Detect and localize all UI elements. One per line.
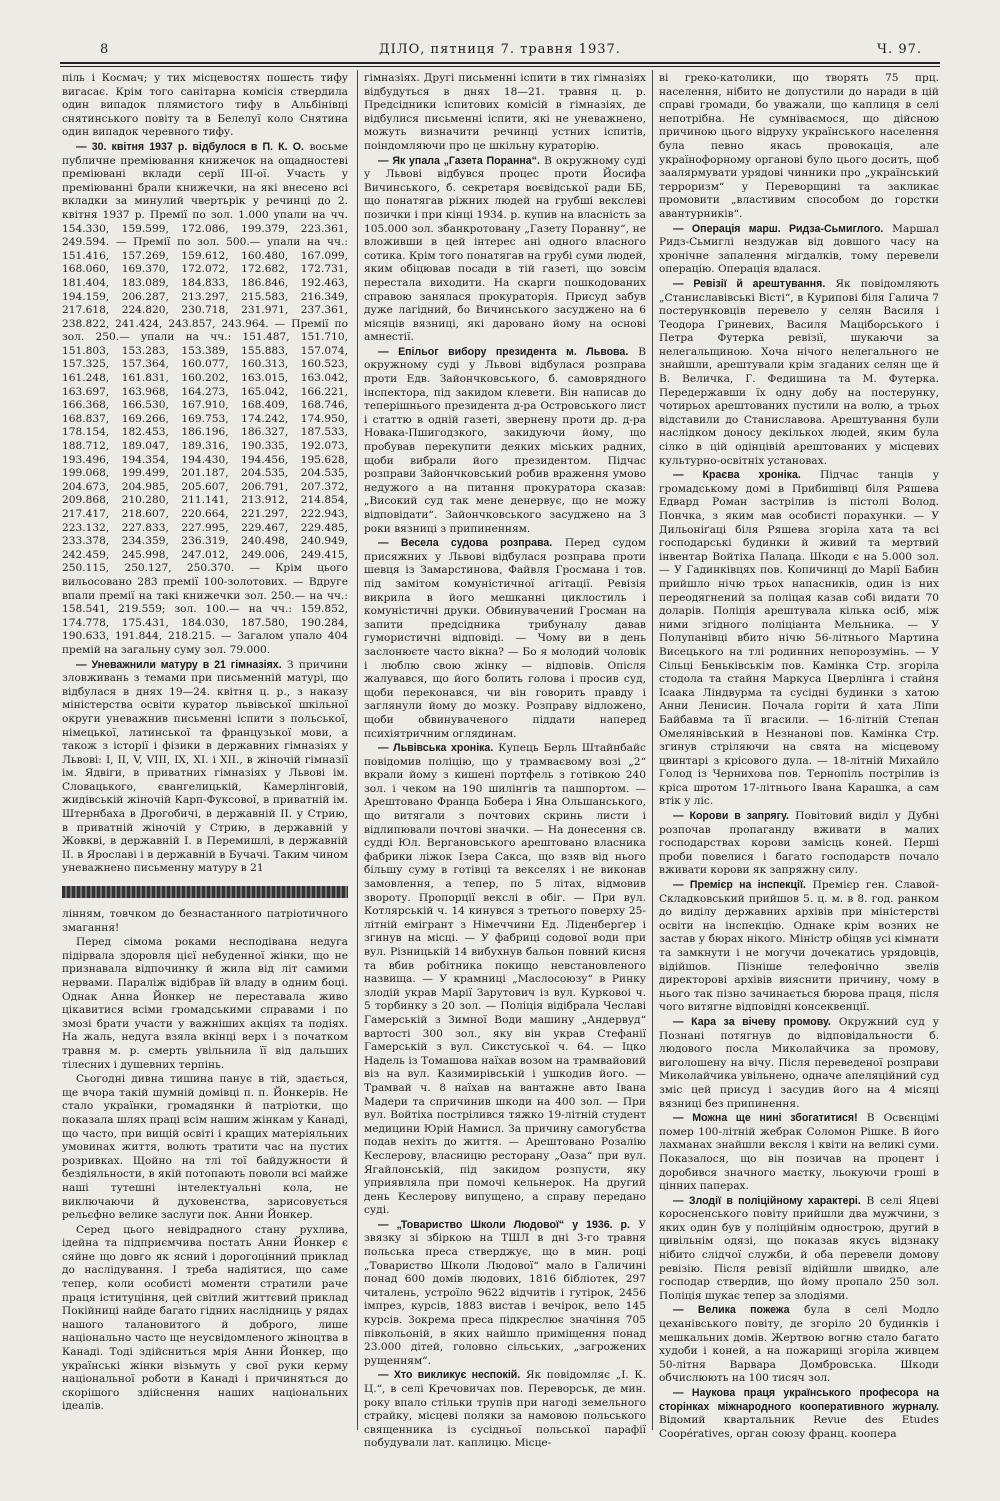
article-heading: — Уневажнили матуру в 21 гімназіях. <box>76 658 282 671</box>
article <box>364 537 646 741</box>
article <box>659 810 939 878</box>
article-heading: — Весела судова розправа. <box>378 537 553 550</box>
article-heading: — Краєва хроніка. <box>673 469 801 482</box>
article <box>62 141 348 658</box>
article-body: Маршал Ридз-Сьмиглі нездужав від довшого часу на хронічне запалення мігдалків, тому перевели операцію. Операція вдалася. <box>659 222 939 276</box>
article-heading: — Злодії в поліційному характері. <box>673 1194 861 1207</box>
article-body: Премієр ген. Славой-Складковський прийшов 5. ц. м. в 8. год. ранком до виділу державних архівів при міністерстві освіти на інспекцію. Однаке крім возних не застав у бюрах нікого. Міністр обіцяв усі кімнати та замкнути і не могучи дочекатись урядовців, відійшов. Пізніше телефонічно звелів директорові архівів вияснити причину, чому в нього так пізно зачинається бюрова праця, після чого витягне відповідні консеквенції. <box>659 879 940 1014</box>
article-body: В окружному суді у Львові відбувся процес проти Йосифа Вичинського, б. секретаря воєвідської ради ББ, що понатягав ріжних людей на грубші векслеві позички і при кінці 1934. р. купив на власність за 105.000 зол. збанкротовану „Газету Поранну“, не вложивши в цей інтерес ані одного власного сотика. Крім того понатягав на грубі суми людей, яким обіцював посади в тій газеті, що зовсім перестала виходити. На скарги пошкодованих справою занялася прокураторія. Присуд забув дуже лагідний, бо Вичинського засуджено на 6 місяців вязниці, які даровано йому на основі амнестії. <box>364 154 646 344</box>
page-number: 8 <box>100 42 110 57</box>
article <box>659 879 939 1015</box>
article <box>364 155 646 345</box>
article-heading: — Епільог вибору президента м. Львова. <box>378 345 629 358</box>
article-body: Як повідомляє „І. К. Ц.“, в селі Кречовичах пов. Переворськ, де мин. року впало стільки трупів при нагоді земельного страйку, місцеві поляки за намовою польського священника із сусідньої польської парафії побудували лат. каплицю. Місце- <box>364 1369 646 1450</box>
article <box>659 1387 939 1441</box>
article-heading: — Премієр на інспекції. <box>673 879 806 892</box>
article-body: Відомий квартальник Revue des Etudes Coopératives, орган союзу франц. коопера <box>659 1414 939 1440</box>
article-body: В окружному суді у Львові відбулася розправа проти Едв. Зайончковського, б. самоврядного інспектора, під закидом клевети. Він написав до теперішнього президента д-ра Островського лист і статтю в одній газеті, звернену проти др. д-ра Новака-Пшигодзкого, закидуючи йому, що пробував перекупити деяких міських радних, щоби вибрали його президентом. Підчас розправи Зайончковський робив враження умово недужого а на питання прокуратора сказав: „Високий суд так мене денервує, що не можу відповідати“. Зайончковського засуджено на 3 роки вязниці з припиненням. <box>364 345 646 535</box>
article <box>364 1369 646 1451</box>
article-body: Як повідомляють „Станиславівські Вісті“, в Курипові біля Галича 7 постерунковців перевело у селян Василя і Теодора Гриневих, Василя Мацібορського і Петра Футерка ревізії, шукаючи за нелегальщиною. Хоча нічого нелегального не знайшли, арештували крім згаданих селян ще й В. Величка, Г. Федишина та М. Футерка. Передержавши їх одну добу на постерунку, чотирьох арештованих пустили на волю, а трьох відставили до Станиславова. Арештування були наслідком доносу декількох людей, яким була сілко в цій одінцівій арештованих у місцевих культурно-освітніх установах. <box>659 277 939 467</box>
article-text: гімназіях. Другі письменні іспити в тих гімназіях відбудуться в днях 18—21. травня ц. р. Предсідники іспитових комісій в гімназіях, де відбулися письменні іспити, які не уневажнено, можуть визначити речинці устних іспитів, поіндомляючи про це шкільну кураторію. <box>364 72 646 152</box>
article-heading: — Наукова праця українського професора на сторінках міжнародного кооперативного журналу. <box>659 1387 939 1413</box>
article-heading: — Велика пожежа <box>673 1304 790 1317</box>
article <box>659 278 939 468</box>
article <box>62 659 348 877</box>
article-heading: — 30. квітня 1937 р. відбулося в П. К. О. <box>76 140 304 153</box>
column-divider <box>652 70 653 1430</box>
header-rule-top <box>60 62 940 64</box>
article-body: була в селі Модло цеханівського повіту, де згоріло 20 будинків і мешкальних домів. Жертвою вогню стало багато худоби і коней, а на пожарищі згоріла живцем 50-літня Варвара Домбровська. Шкоди обчислюють на 100 тисяч зол. <box>659 1304 939 1385</box>
article-body: Окружний суд у Познані потягнув до відповідальности б. людового посла Миколайчика за промову, виголошену на вічу. Після переведеної розправи Миколайчика увільнено, одначе апеляційний суд зміс цей присуд і засудив його на 4 місяці вязниці без припинення. <box>659 1015 939 1110</box>
column-divider <box>357 70 358 1430</box>
masthead: ДІЛО, пятниця 7. травня 1937. <box>379 42 621 57</box>
article <box>659 1195 939 1304</box>
article-heading: — Кара за вічеву промову. <box>673 1015 831 1028</box>
article-heading: — Ревізії й арештування. <box>673 277 826 290</box>
article-body: В селі Яцеві коросненського повіту прийшли два мужчини, з яких один був у поліційнім однострою, другий в цивільнім одязі, що показав якусь відзнаку нібито слідчої служби, й оба перевели домову ревізію. Після ревізії відійшли швидко, але господар ствердив, що йому пропало 250 зол. Поліція шукає тепер за злодіями. <box>659 1194 939 1302</box>
article <box>364 1219 646 1369</box>
article <box>659 223 939 277</box>
article-body: З причини зловживань з темами при письменній матурі, що відбулася в днях 19—24. квітня ц. р., з наказу міністерства освіти куратор львівської шкільної округи уневажнив письменні іспити з польської, німецької, латинської та французької мови, а також з історії і фізики в державних гімназіях у Львові: І, ІІ, V, VIII, IX, XI. і XII., в жіночій гімназії ім. Ядвіги, в приватних гімназіях у Львові ім. Словацького, євангелицькій, Камерлінговій, жидівській жіночій Карп-Фуксової, в приватній ім. Штернбаха в Дрогобичі, в державній II. у Стрию, в приватній жіночій у Стрию, в державній у Жовкві, в державній І. в Перемишлі, в державній ІІ. в Ярославі і в державній в Бучачі. Таким чином уневажнено письменну матуру в 21 <box>62 658 348 875</box>
column-2 <box>364 72 646 1452</box>
issue-number: Ч. 97. <box>877 42 922 57</box>
article-heading: — Хто викликує неспокій. <box>378 1369 521 1382</box>
article-text: Серед цього невідрадного стану рухлива, ідейна та підприємчива постать Анни Йонкер є сяйне що довго як ясний і дорогоцінний приклад до наслідування. І треба надіятися, що саме тепер, коли особисті моменти стратили раче праця іституціння, цей світлий життєвий приклад Покійниці найде багато гідних наслідниць у рядах нашого талановитого й доброго, лише національно часто ще неусвідомленого жіноцтва в Канаді. Тоді здійсниться мрія Анни Йонкер, що українські жінки візьмуть у свої руки керму національної роботи в Канаді і причиняться до скорішого здійснення наших національних ідеалів. <box>62 1223 348 1413</box>
article-body: Купець Берль Штайнбайс повідомив поліцію, що у трамваєвому возі „2“ вкрали йому з кишені портфель з готівкою 240 зол. і чеком на 190 шилінгів та пашпортом. — Арештовано Франца Бобера і Яна Ольшанського, що витягали з почтових скринь листи і відлипювали почтові значки. — На донесення св. судді Юл. Вергановського арештовано власника фабрики ліжок Ізера Сакса, що взяв від нього більшу суму в готівці та векселях і не виконав замовлення, а тепер, по 5 літах, відмовив звороту. Пропорції векслі в обіг. — При вул. Котлярській ч. 14 кинувся з третього поверху 25-літній емігрант з Німеччини Ед. Ліденберґер і згинув на місці. — У фабриці содової води при вул. Різницькій 14 вибухнув бальон повний кисня та вбив робітника покищо невстановленого назвища. — У крамниці „Маслосоюзу“ в Ринку злодій украв Марії Зарутович із вул. Курковоі ч. 5 торбинку з 20 зол. — Поліція відібрала Чеславі Гамерській з Зимної Води машину „Андервуд“ вартості 300 зол., яку він украв Стефанії Гамерській з вул. Сикстуської ч. 64. — Іцко Надель із Томашова наїхав возом на трамвайовий віз на вул. Казимирівській і ушкодив його. — Трамвай ч. 8 наїхав на вантажне авто Івана Мадери та спричинив шкоди на 400 зол. — При вул. Войтіха пострілився тяжко 19-літній студент медицини Юрій Намисл. За причину самогубства подав нехіть до життя. — Арештовано Розалію Кеслерову, власницю ресторану „Оаза“ при вул. Ягайлонській, під закидом розпусти, яку уприявляла при помочі кельнерок. На другий день Кеслерову випущено, а справу передано суді. <box>364 742 646 1217</box>
article-text: лінням, товчком до безнастанного патріотичного змагання! <box>62 908 348 934</box>
article-body: В Освєнцімі помер 100-літній жебрак Соломон Рішке. В його лахманах знайшли вексля і квіти на великі суми. Показалося, що він позичав на процент і доробився значного маєтку, льокуючи гроші в цінних паперах. <box>659 1112 939 1193</box>
column-1 <box>62 72 348 1415</box>
article-text: піль і Космач; у тих місцевостях пошесть тифу вигасає. Крім того санітарна комісія ствердила один випадок плямистого тифу в Альбінівці снятинського повіту та в Белелуї коло Снятина один випадок черевного тифу. <box>62 72 348 139</box>
article-text: Сьогодні дивна тишина панує в тій, здається, ще вчора такій шумній домівці п. п. Йонкерів. Не стало українки, громадянки й патріотки, що показала шлях праці всім нашим жінкам у Канаді, що часто, при вищій освіті і кращих матеріяльних умовинах життя, волють тратити час на пустих розривках. Щойно на тлі тої байдужности й бездіяльности, в якій потопають поволи всі майже наші тутешні інтелектуальні кола, не виключаючи й духовенства, зарисовується рельєфно велике заслуги пок. Анни Йонкер. <box>62 1073 348 1222</box>
article-heading: — Корови в запрягу. <box>673 810 789 823</box>
header-rule-bottom <box>60 66 940 67</box>
article <box>659 1304 939 1386</box>
article <box>659 1112 939 1194</box>
article <box>364 742 646 1218</box>
article <box>659 1016 939 1111</box>
article <box>659 469 939 809</box>
article <box>364 346 646 536</box>
article-heading: — Можна ще нині збогатитися! <box>673 1112 858 1125</box>
article-text: ві греко-католики, що творять 75 прц. населення, нібито не допустили до наради в цій справі громади, бо уважали, що каплиця в селі непотрібна. Не сумніваємося, що дійсною причиною цього відруху українського населення була певно якась провокація, але українофорному органові було цього досить, щоб заалярмувати урядові чинники про „український терроризм“ у Переворщині та закликає промовити „властивим способом до горстки авантурників“. <box>659 72 939 220</box>
article-heading: — Як упала „Газета Поранна“. <box>378 154 540 167</box>
article-heading: — Львівська хроніка. <box>378 742 494 755</box>
article-body: Повітовий виділ у Дубні розпочав пропаганду вживати в малих господарствах корови замісць коней. Перші проби повелися і багато господарств почало вживати корови як запряжну силу. <box>659 810 939 877</box>
article-body: Підчас танців у громадському домі в Прибишівці біля Ряшева Едвард Роман застрілив із пістолі Волод. Пончка, з яким мав особисті порахунки. — У Дильоніґаці біля Ряшева згоріла хата та всі господарські будинки й живий та мертвий інвентар Войтіха Палаца. Шкоди є на 5.000 зол. — У Гадинківцях пов. Копичинці до Марії Бабин прийшло нічю трьох напасників, один із них переодягнений за поліцая казав собі видати 70 доларів. Поліція арештувала кілька осіб, між ними згідного поліціанта Мельника. — У Полупанівці вбито нічю 56-літнього Мартина Висецького на тлі родинних непорозумінь. — У Сільці Беньківськім пов. Камінка Стр. згоріла стодола та стайня Маркуса Цверлінга і стайня Ісаака Ліндвурма та сусідні будинки з хатою Анни Ленисин. Почала горіти й хата Ліпи Байбавма та її вгасили. — 16-літній Степан Омелянівський в Незнанові пов. Камінка Стр. згинув стріляючи на свята на місцевому цвинтарі з крісового дула. — 18-літній Михайло Голод із Чернихова пов. Тернопіль пострілив із кріса шротом 17-літнього Івана Карашка, а сам втік у ліс. <box>659 469 939 808</box>
article-body: восьме публичне преміювання книжечок на ощадностеві преміювані вклади серії III-ої. Участь у преміюванні брали книжечки, на які внесено всі вкладки за минулий чвертьрік у речинці до 2. квітня 1937 р. Премії по зол. 1.000 упали на чч. 154.330, 159.599, 172.086, 199.379, 223.361, 249.594. — Премії по зол. 500.— упали на чч.: 151.416, 157.269, 159.612, 160.480, 167.099, 168.060, 169.370, 172.072, 172.682, 172.731, 181.404, 183.089, 184.833, 186.846, 192.463, 194.159, 206.287, 213.297, 215.583, 216.349, 217.618, 224.820, 230.718, 231.971, 237.361, 238.822, 241.424, 243.857, 243.964. — Премії по зол. 250.— упали на чч.: 151.487, 151.710, 151.803, 153.283, 153.389, 155.883, 157.074, 157.325, 157.364, 160.077, 160.313, 160.523, 161.248, 161.831, 160.202, 163.015, 163.042, 163.697, 163.968, 164.273, 165.042, 166.221, 166.368, 166.530, 167.910, 168.409, 168.746, 168.837, 169.266, 169.753, 174.242, 174.950, 178.154, 182.453, 186.196, 186.327, 187.533, 188.712, 189.047, 189.316, 190.335, 192.073, 193.496, 194.354, 194.430, 194.456, 195.628, 199.068, 199.499, 201.187, 204.535, 204.535, 204.673, 204.985, 205.607, 206.791, 207.372, 209.868, 210.280, 211.141, 213.912, 214.854, 217.417, 218.607, 220.664, 221.297, 222.943, 223.132, 227.833, 227.995, 229.467, 229.485, 233.378, 234.359, 236.319, 240.498, 240.949, 242.459, 245.998, 247.012, 249.006, 249.415, 250.115, 250.127, 250.370. — Крім цього вильосовано 283 премії 100-золотових. — Вдруге впали премії на такі книжечки зол. 250.— на чч.: 158.541, 219.559; зол. 100.— на чч.: 159.852, 174.778, 175.431, 184.030, 187.580, 190.284, 190.633, 191.844, 218.215. — Загалом упало 404 премій на загальну суму зол. 79.000. <box>62 140 348 656</box>
article-heading: — Операція марш. Ридза-Сьмиглого. <box>673 222 884 235</box>
article-text: Перед сімома роками несподівана недуга підірвала здоровля цієї небуденної жінки, що не признавала відпочинку й жила від літ самими нервами. Параліж відібрав їй владу в одним боці. Однак Анна Йонкер не переставала живо цікавитися всіми громадськими справами і по змозі брати участи у важніших акціях та подіях. На жаль, недуга взяла вкінці верх і з початком травня м. р. смерть увільнила її від дальших тілесних і душевних терпінь. <box>62 936 348 1071</box>
column-3 <box>659 72 939 1442</box>
article-heading: — „Товариство Школи Людової“ у 1936. р. <box>378 1218 630 1231</box>
article-body: Перед судом присяжних у Львові відбулася розправа проти шевця із Замарстинова, Файвля Гросмана і тов. під замітом комуністичної агітації. Ревізія викрила в його мешканні циклостиль і комуністичні друки. Обвинувачений Гросман на запити предсідника трибуналу давав гумористичні відповіді. — Чому ви в день заслонюєте часто вікна? — Бо я молодий чоловік і люблю свою жінку — відповів. Опісля жалувався, що його болить голова і просив суд, щоби переконався, чи він говорить правду і заглянули йому до мозку. Розправу відложено, щоби обвинуваченого піддати наперед психіятричним оглядинам. <box>364 537 646 740</box>
article-body: У звязку зі збіркою на ТШЛ в дні 3-го травня польська преса стверджує, що в мин. році „Товариство Школи Людової“ мало в Галичині понад 600 домів людових, 1816 бібліотек, 297 читалень, устроїло 9622 відчитів і гутірок, 2456 імпрез, курсів, 1883 вистав і вечірок, вело 145 курсів. Зокрема преса підкреслює значіння 705 півкольоній, в яких найшло приміщення понад 23.000 дітей, головно сільських, „загрожених рущенням“. <box>364 1218 647 1367</box>
section-divider-band <box>62 886 348 898</box>
